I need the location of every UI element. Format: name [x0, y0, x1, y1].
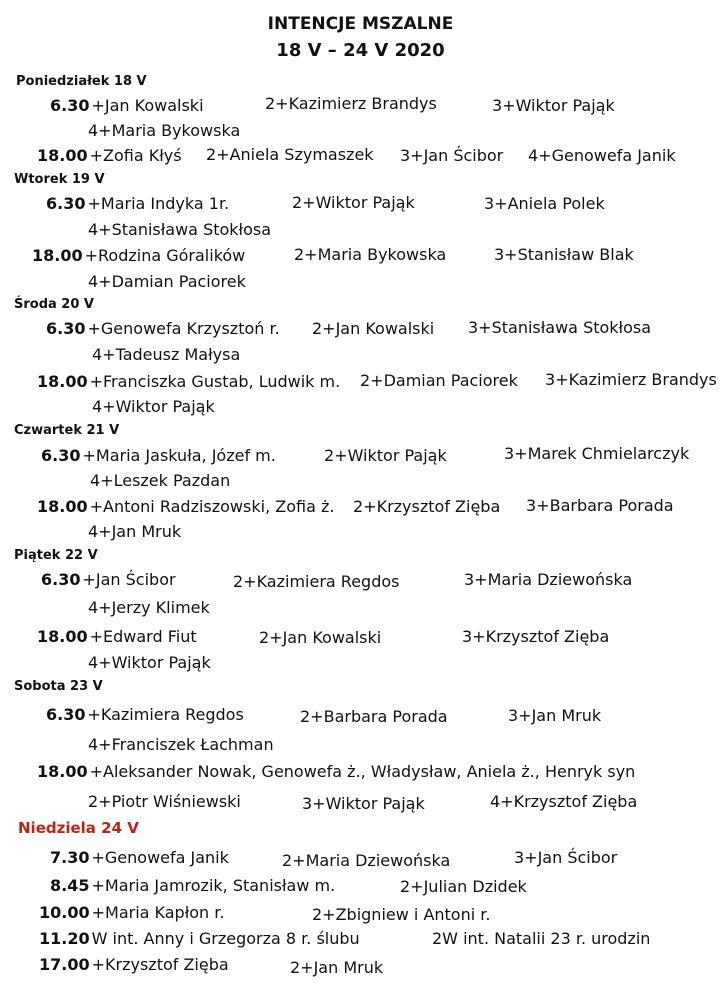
mass-time: 18.00: [37, 627, 88, 646]
intention: 4+Krzysztof Zięba: [490, 792, 638, 811]
intention: 2+Maria Dziewońska: [282, 851, 451, 870]
intention: 3+Jan Mruk: [508, 706, 602, 725]
intention: +Maria Kapłon r.: [91, 903, 225, 922]
intention: 4+Franciszek Łachman: [88, 735, 274, 754]
mass-row: [39, 903, 224, 922]
mass-time: 18.00: [37, 372, 88, 391]
mass-time: 18.00: [32, 246, 83, 265]
intention: 2+Aniela Szymaszek: [206, 145, 374, 164]
intention: 4+Tadeusz Małysa: [92, 345, 241, 364]
mass-row: [46, 705, 244, 724]
intention: 2+Wiktor Pająk: [324, 446, 447, 465]
intention: 4+Leszek Pazdan: [90, 471, 231, 490]
day-heading-friday: Piątek 22 V: [14, 548, 98, 563]
mass-time: 8.45: [50, 876, 90, 895]
intention: 4+Maria Bykowska: [88, 121, 241, 140]
mass-row: [37, 497, 334, 516]
mass-row: [39, 955, 229, 974]
mass-row: [46, 194, 229, 213]
intention: 3+Wiktor Pająk: [492, 96, 615, 115]
mass-row: [39, 929, 360, 948]
mass-time: 11.20: [39, 929, 90, 948]
intention: +Jan Ścibor: [82, 570, 176, 589]
intention: W int. Anny i Grzegorza 8 r. ślubu: [91, 929, 360, 948]
mass-time: 6.30: [46, 319, 86, 338]
intention: 4+Genowefa Janik: [528, 146, 676, 165]
mass-row: [41, 570, 176, 589]
intention: 4+Jerzy Klimek: [88, 598, 210, 617]
intention: +Genowefa Krzysztoń r.: [87, 319, 280, 338]
mass-time: 18.00: [37, 762, 88, 781]
intention: 2+Kazimierz Brandys: [265, 94, 437, 113]
intention: +Maria Jaskuła, Józef m.: [82, 446, 276, 465]
mass-time: 6.30: [41, 570, 81, 589]
intention: +Genowefa Janik: [91, 848, 229, 867]
intention: +Edward Fiut: [89, 627, 197, 646]
intention: +Franciszka Gustab, Ludwik m.: [89, 372, 341, 391]
intention: 3+Stanisława Stokłosa: [468, 318, 652, 337]
mass-row: [50, 848, 229, 867]
mass-row: [50, 876, 335, 895]
intention: 2+Zbigniew i Antoni r.: [312, 905, 491, 924]
intention: 4+Wiktor Pająk: [92, 397, 215, 416]
mass-row: [37, 372, 340, 391]
intention: 2+Wiktor Pająk: [292, 193, 415, 212]
day-heading-thursday: Czwartek 21 V: [14, 423, 120, 438]
intention: 3+Kazimierz Brandys: [545, 370, 717, 389]
intention: 2+Barbara Porada: [300, 707, 448, 726]
intention: +Antoni Radziszowski, Zofia ż.: [89, 497, 335, 516]
mass-row: [37, 146, 182, 165]
mass-time: 6.30: [50, 96, 90, 115]
mass-time: 6.30: [46, 194, 86, 213]
mass-row: [32, 246, 245, 265]
mass-time: 18.00: [37, 146, 88, 165]
intention: +Kazimiera Regdos: [87, 705, 244, 724]
intention: +Rodzina Góralików: [84, 246, 246, 265]
intention: 2+Krzysztof Zięba: [353, 497, 501, 516]
intention: 3+Barbara Porada: [526, 496, 674, 515]
date-range: 18 V – 24 V 2020: [276, 40, 445, 61]
mass-row: [37, 762, 635, 781]
intention: +Jan Kowalski: [91, 96, 204, 115]
intention: 2+Jan Kowalski: [312, 319, 435, 338]
mass-time: 10.00: [39, 903, 90, 922]
mass-time: 6.30: [46, 705, 86, 724]
intention: 2+Piotr Wiśniewski: [88, 792, 241, 811]
intention: 2+Damian Paciorek: [360, 371, 518, 390]
intention: 4+Wiktor Pająk: [88, 653, 211, 672]
intention: 4+Stanisława Stokłosa: [88, 220, 272, 239]
mass-time: 17.00: [39, 955, 90, 974]
document-title: INTENCJE MSZALNE: [267, 14, 454, 34]
intention: 2W int. Natalii 23 r. urodzin: [432, 929, 651, 948]
mass-time: 7.30: [50, 848, 90, 867]
intention: 3+Krzysztof Zięba: [462, 627, 610, 646]
mass-row: [50, 96, 204, 115]
intention: 2+Maria Bykowska: [294, 245, 447, 264]
intention: 2+Jan Mruk: [290, 958, 384, 977]
intention: 3+Jan Ścibor: [514, 848, 618, 867]
intention: 2+Julian Dzidek: [400, 877, 527, 896]
mass-time: 18.00: [37, 497, 88, 516]
intention: 2+Kazimiera Regdos: [233, 572, 400, 591]
intention: +Maria Indyka 1r.: [87, 194, 230, 213]
mass-row: [46, 319, 280, 338]
day-heading-wednesday: Środa 20 V: [14, 297, 94, 312]
day-heading-monday: Poniedziałek 18 V: [16, 74, 147, 89]
intention: 3+Aniela Polek: [484, 194, 605, 213]
day-heading-sunday: Niedziela 24 V: [18, 819, 139, 837]
intention: 3+Maria Dziewońska: [464, 570, 633, 589]
intention: 3+Jan Ścibor: [400, 146, 504, 165]
intention: 2+Jan Kowalski: [259, 628, 382, 647]
mass-row: [41, 446, 276, 465]
intention: +Aleksander Nowak, Genowefa ż., Władysław, Aniela ż., Henryk syn: [89, 762, 636, 781]
intention: +Zofia Kłyś: [89, 146, 182, 165]
intention: +Maria Jamrozik, Stanisław m.: [91, 876, 336, 895]
intention: 4+Damian Paciorek: [88, 272, 246, 291]
mass-row: [37, 627, 197, 646]
day-heading-saturday: Sobota 23 V: [14, 679, 103, 694]
intention: 3+Stanisław Blak: [494, 245, 634, 264]
mass-time: 6.30: [41, 446, 81, 465]
day-heading-tuesday: Wtorek 19 V: [14, 172, 105, 187]
intention: +Krzysztof Zięba: [91, 955, 229, 974]
intention: 3+Wiktor Pająk: [302, 794, 425, 813]
intention: 4+Jan Mruk: [88, 522, 182, 541]
intention: 3+Marek Chmielarczyk: [504, 444, 690, 463]
